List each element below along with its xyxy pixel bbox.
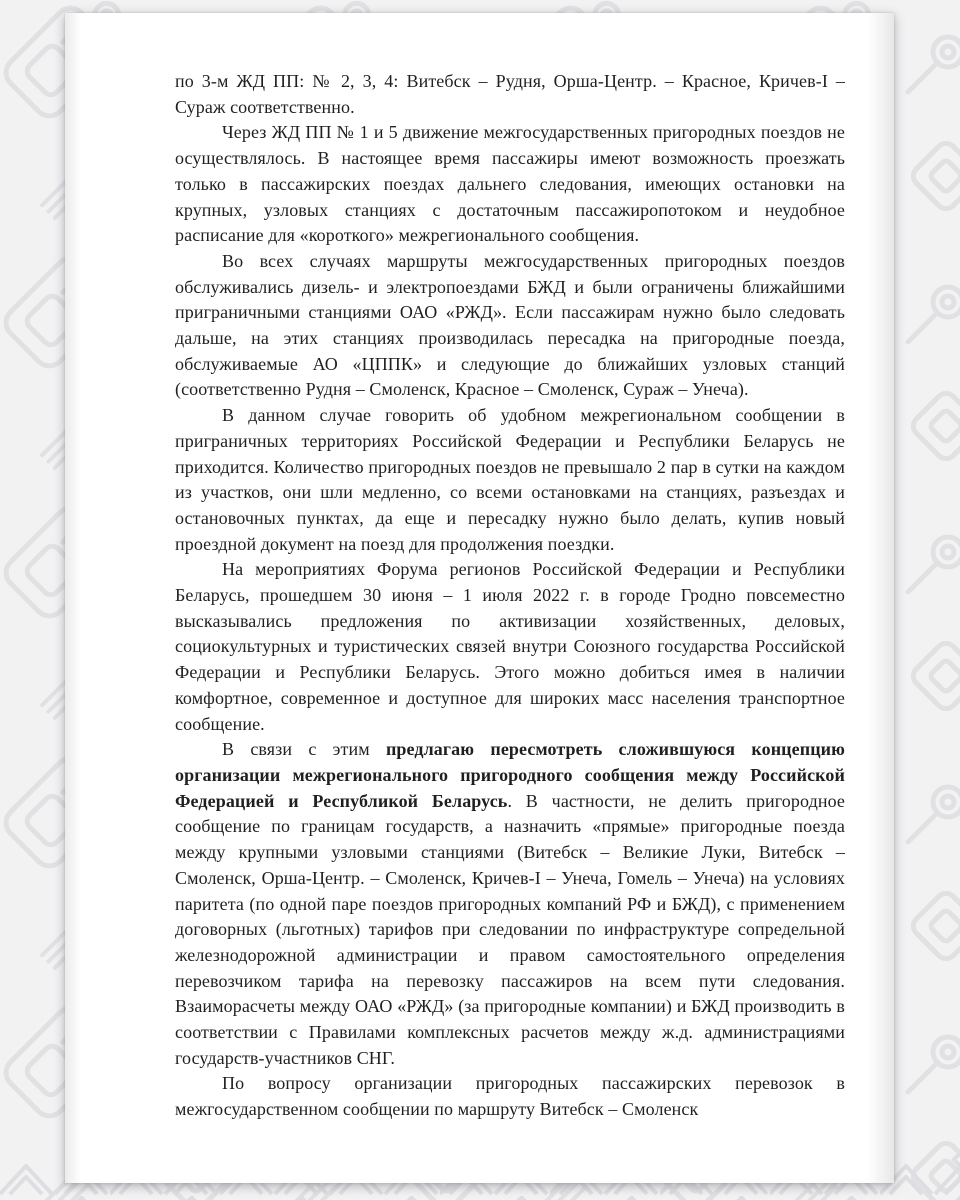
paragraph [175,249,845,403]
text-run: Во всех случаях маршруты межгосударственных пригородных поездов обслуживались дизель- и электропоездами БЖД и были ограничены ближайшими приграничными станциями ОАО «РЖД». Если пассажирам нужно было следовать дальше, на этих станциях производилась пересадка на пригородные поезда, обслуживаемые АО «ЦППК» и следующие до ближайших узловых станций (соответственно Рудня – Смоленск, Красное – Смоленск, Сураж – Унеча). [175,250,845,400]
text-run: по 3-м ЖД ПП: № 2, 3, 4: Витебск – Рудня, Орша-Центр. – Красное, Кричев-I – Сураж соответственно. [175,71,845,117]
paragraph [175,1071,845,1122]
paragraph [175,120,845,249]
text-run: . В частности, не делить пригородное сообщение по границам государств, а назначить «прямые» пригородные поезда между крупными узловыми станциями (Витебск – Великие Луки, Витебск – Смоленск, Орша-Центр. – Смоленск, Кричев-I – Унеча, Гомель – Унеча) на условиях паритета (по одной паре поездов пригородных компаний РФ и БЖД), с применением договорных (льготных) тарифов при следовании по инфраструктуре сопредельной железнодорожной администрации и правом самостоятельного определения перевозчиком тарифа на перевозку пассажиров на всем пути следования. Взаиморасчеты между ОАО «РЖД» (за пригородные компании) и БЖД производить в соответствии с Правилами комплексных расчетов между ж.д. администрациями государств-участников СНГ. [175,790,845,1068]
paragraph [175,69,845,120]
paragraph [175,403,845,557]
paragraph [175,737,845,1071]
text-run: По вопросу организации пригородных пассажирских перевозок в межгосударственном сообщении по маршруту Витебск – Смоленск [175,1073,845,1120]
text-run: В связи с этим [222,739,386,760]
text-run: В данном случае говорить об удобном межрегиональном сообщении в приграничных территориях Российской Федерации и Республики Беларусь не приходится. Количество пригородных поездов не превышало 2 пар в сутки на каждом из участков, они шли медленно, со всеми остановками на станциях, разъездах и остановочных пунктах, да еще и пересадку нужно было делать, купив новый проездной документ на поезд для продолжения поездки. [175,405,845,554]
document-text [175,69,845,1123]
bold-text-run: предлагаю пересмотреть сложившуюся концепцию организации межрегионального пригородного сообщения между Российской Федерацией и Республикой Беларусь [175,739,845,811]
text-run: Через ЖД ПП № 1 и 5 движение межгосударственных пригородных поездов не осуществлялось. В настоящее время пассажиры имеют возможность проезжать только в пассажирских поездах дальнего следования, имеющих остановки на крупных, узловых станциях с достаточным пассажиропотоком и неудобное расписание для «короткого» межрегионального сообщения. [175,122,845,246]
paragraph [175,557,845,737]
document-sheet [65,13,894,1183]
text-run: На мероприятиях Форума регионов Российской Федерации и Республики Беларусь, прошедшем 30 июня – 1 июля 2022 г. в городе Гродно повсеместно высказывались предложения по активизации хозяйственных, деловых, социокультурных и туристических связей внутри Союзного государства Российской Федерации и Республики Беларусь. Этого можно добиться имея в наличии комфортное, современное и доступное для широких масс населения транспортное сообщение. [175,559,845,734]
